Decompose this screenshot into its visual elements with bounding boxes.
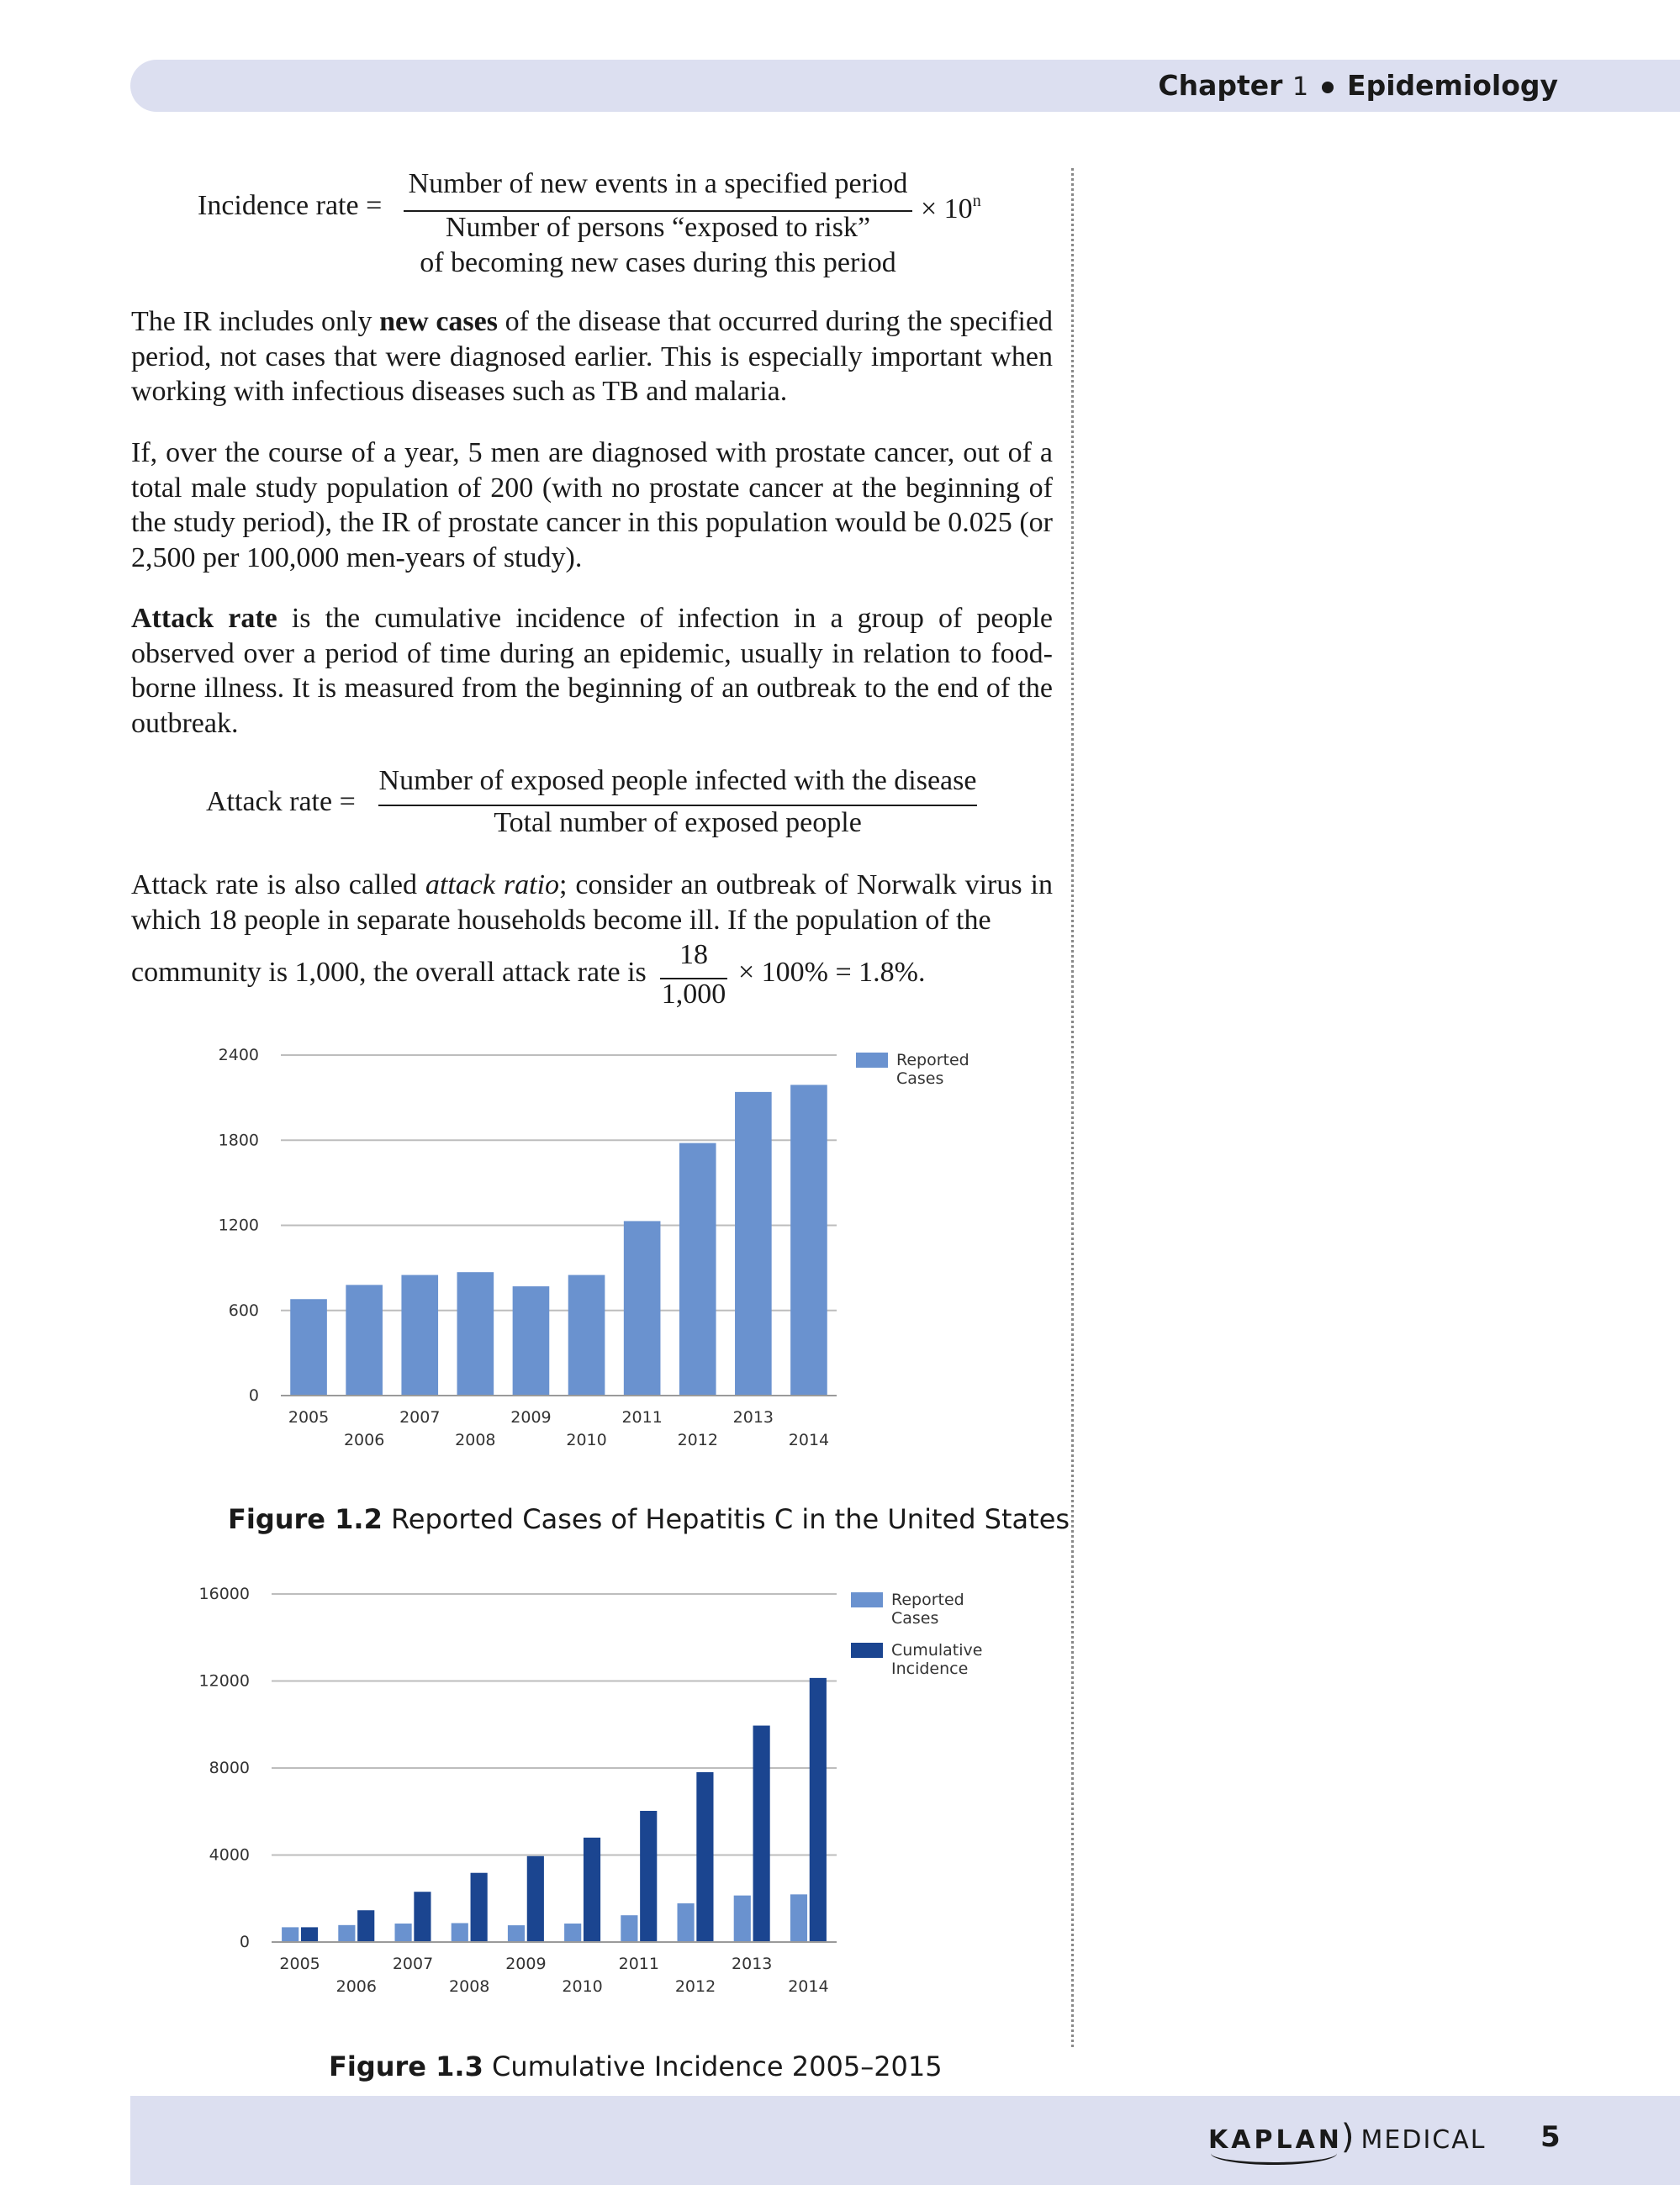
- bar-reported-cases-2007: [401, 1275, 438, 1396]
- legend-label: Reported: [891, 1591, 964, 1609]
- y-tick-label: 1200: [218, 1216, 259, 1235]
- term-attack-ratio: attack ratio: [425, 869, 560, 900]
- bar-reported-cases-2012: [679, 1143, 716, 1396]
- bar-reported-cases-2010: [568, 1275, 605, 1396]
- emphasis-new-cases: new cases: [379, 306, 498, 337]
- x-tick-label: 2006: [335, 1977, 377, 1996]
- x-tick-label: 2013: [732, 1955, 773, 1973]
- x-tick-label: 2006: [343, 1431, 385, 1449]
- paragraph-attack-rate: Attack rate is the cumulative incidence of infection in a group of people observed over a period of time during an epidemic, usually in relation to food-borne illness. It is measured from the beginning of an outbreak to the end of the outbreak.: [131, 603, 1054, 739]
- page-number: 5: [1540, 2120, 1561, 2154]
- x-tick-label: 2007: [399, 1408, 441, 1427]
- legend-swatch: [856, 1053, 888, 1068]
- bar-cumulative-incidence-2005: [301, 1927, 318, 1942]
- formula-numerator: Number of new events in a specified period: [408, 168, 908, 199]
- bar-reported-cases-2012: [677, 1903, 694, 1942]
- figure-label: Figure 1.3: [329, 2050, 483, 2082]
- legend-label: Cases: [896, 1069, 944, 1088]
- chapter-label: Chapter: [1158, 69, 1283, 102]
- running-header: [1158, 64, 1558, 108]
- bar-cumulative-incidence-2006: [357, 1910, 374, 1942]
- bar-reported-cases-2008: [457, 1272, 494, 1396]
- bar-reported-cases-2009: [513, 1286, 550, 1396]
- y-tick-label: 16000: [198, 1585, 250, 1603]
- x-tick-label: 2013: [732, 1408, 774, 1427]
- x-tick-label: 2014: [788, 1431, 830, 1449]
- x-tick-label: 2009: [510, 1408, 552, 1427]
- bar-cumulative-incidence-2009: [527, 1856, 544, 1942]
- y-tick-label: 12000: [198, 1671, 250, 1691]
- figure-1-2-chart: [193, 1034, 1001, 1471]
- kaplan-medical-logo: KAPLAN) MEDICAL: [1208, 2118, 1487, 2156]
- bar-cumulative-incidence-2011: [640, 1811, 657, 1942]
- formula-exponent: n: [972, 192, 981, 210]
- bar-chart-hepatitis-c: [193, 1034, 1001, 1471]
- legend-swatch: [851, 1643, 883, 1658]
- y-tick-label: 600: [228, 1301, 259, 1320]
- bar-reported-cases-2005: [282, 1927, 298, 1942]
- paragraph-prostate-example: If, over the course of a year, 5 men are diagnosed with prostate cancer, out of a total male study population of 200 (with no prostate cancer at the beginning of the study period), the IR of prostate cancer in this population would be 0.025 (or 2,500 per 100,000 men-years of study).: [131, 437, 1053, 573]
- attack-formula-numerator: Number of exposed people infected with the disease: [378, 765, 977, 796]
- margin-divider: [1071, 168, 1074, 2047]
- legend-label: Cases: [891, 1609, 939, 1628]
- formula-denominator-line2: of becoming new cases during this period: [420, 247, 896, 278]
- x-tick-label: 2010: [562, 1977, 603, 1996]
- term-attack-rate: Attack rate: [131, 603, 277, 634]
- bar-reported-cases-2011: [621, 1915, 637, 1942]
- formula-lhs: Incidence rate =: [198, 190, 383, 221]
- logo-swoosh-icon: [1211, 2142, 1337, 2165]
- bar-reported-cases-2013: [734, 1896, 751, 1942]
- bar-reported-cases-2014: [790, 1894, 807, 1942]
- bar-reported-cases-2007: [394, 1924, 411, 1942]
- paragraph-norwalk-example: Attack rate is also called attack ratio; consider an outbreak of Norwalk virus in which 18 people in separate households become ill. If the population of the: [131, 869, 1053, 936]
- figure-1-2-caption: Figure 1.2 Reported Cases of Hepatitis C in the United States: [228, 1503, 1070, 1535]
- attack-formula-denominator: Total number of exposed people: [494, 807, 862, 838]
- x-tick-label: 2005: [288, 1408, 330, 1427]
- bar-reported-cases-2006: [338, 1925, 355, 1942]
- figure-1-3-chart: [193, 1581, 1001, 2018]
- y-tick-label: 0: [248, 1386, 259, 1405]
- calc-denominator: 1,000: [661, 979, 726, 1010]
- bar-cumulative-incidence-2010: [584, 1838, 600, 1942]
- figure-1-3-caption: Figure 1.3 Cumulative Incidence 2005–2015: [329, 2050, 943, 2082]
- y-tick-label: 1800: [218, 1131, 259, 1150]
- bar-reported-cases-2008: [452, 1923, 468, 1942]
- x-tick-label: 2012: [677, 1431, 718, 1449]
- y-tick-label: 0: [239, 1933, 250, 1951]
- attack-formula-lhs: Attack rate =: [206, 786, 356, 817]
- x-tick-label: 2012: [674, 1977, 716, 1996]
- legend-swatch: [851, 1592, 883, 1607]
- y-tick-label: 2400: [218, 1046, 259, 1064]
- x-tick-label: 2005: [279, 1955, 320, 1973]
- bar-reported-cases-2014: [790, 1085, 827, 1396]
- x-tick-label: 2014: [788, 1977, 829, 1996]
- bar-reported-cases-2006: [346, 1285, 383, 1396]
- calc-numerator: 18: [679, 939, 708, 970]
- bullet-icon: [1322, 82, 1334, 93]
- x-tick-label: 2008: [449, 1977, 490, 1996]
- bar-reported-cases-2010: [564, 1924, 581, 1942]
- x-tick-label: 2011: [618, 1955, 659, 1973]
- x-tick-label: 2010: [566, 1431, 607, 1449]
- bar-cumulative-incidence-2012: [696, 1772, 713, 1942]
- formula-denominator-line1: Number of persons “exposed to risk”: [445, 212, 871, 243]
- bar-reported-cases-2009: [508, 1925, 525, 1942]
- formula-multiplier: × $10^n$: [921, 192, 981, 224]
- x-tick-label: 2011: [621, 1408, 663, 1427]
- legend-label: Cumulative: [891, 1641, 983, 1660]
- figure-label: Figure 1.2: [228, 1503, 383, 1535]
- bar-cumulative-incidence-2014: [810, 1678, 827, 1942]
- y-tick-label: 8000: [209, 1759, 250, 1777]
- bar-cumulative-incidence-2013: [753, 1726, 770, 1942]
- bar-cumulative-incidence-2007: [414, 1892, 431, 1942]
- bar-reported-cases-2011: [624, 1221, 661, 1396]
- legend-label: Reported: [896, 1051, 969, 1069]
- y-tick-label: 4000: [209, 1845, 250, 1865]
- x-tick-label: 2008: [455, 1431, 496, 1449]
- legend-label: Incidence: [891, 1660, 969, 1678]
- fraction-bar: [378, 805, 977, 806]
- paragraph-incidence-explanation: The IR includes only new cases of the disease that occurred during the specified period, not cases that were diagnosed earlier. This is especially important when working with infectious diseases such as TB and malaria.: [131, 306, 1053, 407]
- bar-cumulative-incidence-2008: [471, 1873, 488, 1942]
- bar-reported-cases-2013: [735, 1092, 772, 1396]
- x-tick-label: 2007: [392, 1955, 434, 1973]
- x-tick-label: 2009: [505, 1955, 547, 1973]
- chapter-number: 1: [1292, 72, 1309, 102]
- section-title: Epidemiology: [1347, 69, 1558, 102]
- bar-reported-cases-2005: [290, 1299, 327, 1396]
- bar-chart-cumulative-incidence: [193, 1581, 1001, 2018]
